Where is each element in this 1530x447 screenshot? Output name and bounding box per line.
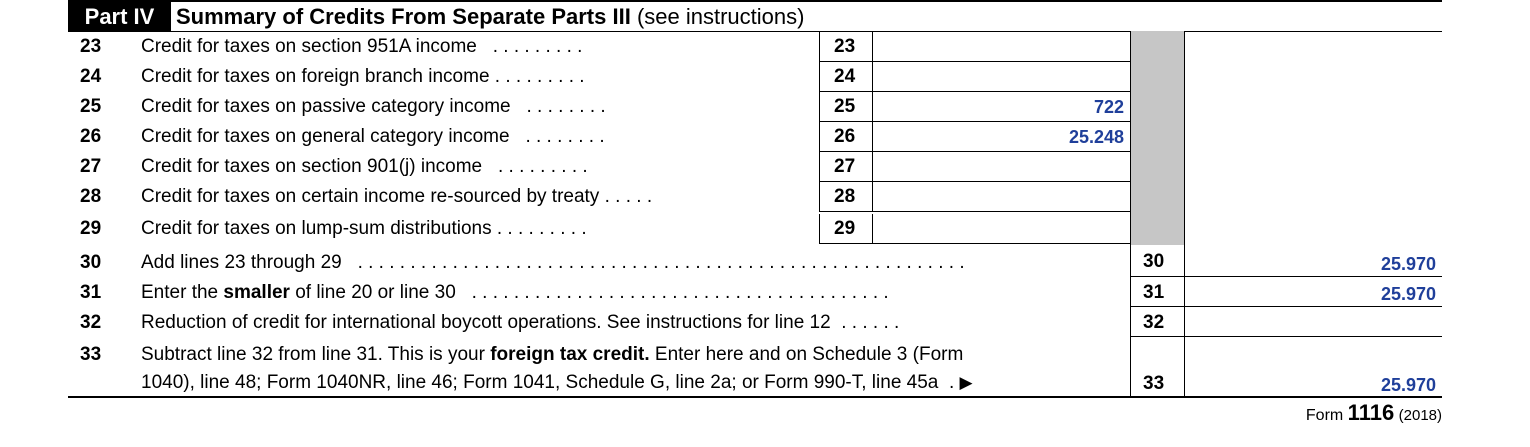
line-28-amount-field[interactable] [873,182,1130,212]
line-31-amount-field[interactable]: 25.970 [1185,277,1442,307]
footer-form-label: Form [1305,407,1344,424]
line-26-amount-field[interactable]: 25.248 [873,122,1130,152]
footer-form-number: 1116 [1347,400,1395,425]
line-box-label: 32 [1130,307,1185,337]
line-description: Enter the smaller of line 20 or line 30 . . . . . . . . . . . . . . . . . . . . . . . . . . . . . . . . . . . . . . . . [141,282,889,303]
line-number: 24 [80,66,102,87]
bottom-rule [68,396,1442,398]
part-title [176,2,804,31]
line-description: Credit for taxes on general category income . . . . . . . . [141,126,605,147]
line-23-row [0,32,1442,62]
line-box-label: 29 [819,214,873,244]
line-27-amount-field[interactable] [873,152,1130,182]
line-number: 30 [80,252,102,273]
line-description-1: Subtract line 32 from line 31. This is your foreign tax credit. Enter here and on Schedule 3 (Form [141,344,964,365]
shaded-column [1130,31,1185,245]
line-27-row [0,152,1442,182]
part-label: Part IV [68,2,171,31]
line-description: Credit for taxes on lump-sum distributions . . . . . . . . . [141,218,587,239]
line-28-row [0,182,1442,212]
line-box-label: 25 [819,92,873,122]
line-description: Credit for taxes on section 951A income . . . . . . . . . [141,36,583,57]
line-number: 28 [80,186,102,207]
line-32-amount-field[interactable] [1185,307,1442,337]
line-description: Add lines 23 through 29 . . . . . . . . . . . . . . . . . . . . . . . . . . . . . . . . . . . . . . . . . . . . . . . . . . . . . . . . . . [141,252,965,273]
line-description: Reduction of credit for international boycott operations. See instructions for line 12 . . . . . . [141,312,900,333]
form-footer [1306,399,1442,430]
line-box-label: 23 [819,32,873,62]
part-title-note: (see instructions) [636,4,805,29]
line-box-label: 26 [819,122,873,152]
line-33-amount-field[interactable]: 25.970 [1380,375,1436,395]
line-29-row [0,214,1442,244]
line-26-row [0,122,1442,152]
line-box-label: 27 [819,152,873,182]
line-number: 32 [80,312,102,333]
line-29-amount-field[interactable] [873,214,1130,244]
line-number: 29 [80,218,102,239]
line-23-amount-field[interactable] [873,32,1130,62]
line-description: Credit for taxes on certain income re-sourced by treaty . . . . . [141,186,653,207]
line-number: 25 [80,96,102,117]
line-number: 33 [80,344,102,365]
line-box-label: 24 [819,62,873,92]
line-box-label: 33 [1130,337,1185,397]
line-number: 26 [80,126,102,147]
line-description: Credit for taxes on passive category income . . . . . . . . [141,96,606,117]
line-description: Credit for taxes on foreign branch income . . . . . . . . . [141,66,585,87]
arrow-right-icon: ▶ [959,373,973,392]
line-25-amount-field[interactable]: 722 [873,92,1130,122]
footer-year: (2018) [1398,407,1442,424]
line-24-row [0,62,1442,92]
line-25-row [0,92,1442,122]
line-box-label: 30 [1130,245,1185,277]
line-description-2: 1040), line 48; Form 1040NR, line 46; Form 1041, Schedule G, line 2a; or Form 990-T, line 45a . ▶ [141,372,973,393]
line-description: Credit for taxes on section 901(j) income . . . . . . . . . [141,156,588,177]
line-30-amount-field[interactable]: 25.970 [1185,245,1442,277]
part-title-bold: Summary of Credits From Separate Parts III [176,4,631,29]
line-number: 31 [80,282,102,303]
line-box-label: 31 [1130,277,1185,307]
line-number: 27 [80,156,102,177]
line-number: 23 [80,36,102,57]
line-24-amount-field[interactable] [873,62,1130,92]
line-box-label: 28 [819,182,873,212]
